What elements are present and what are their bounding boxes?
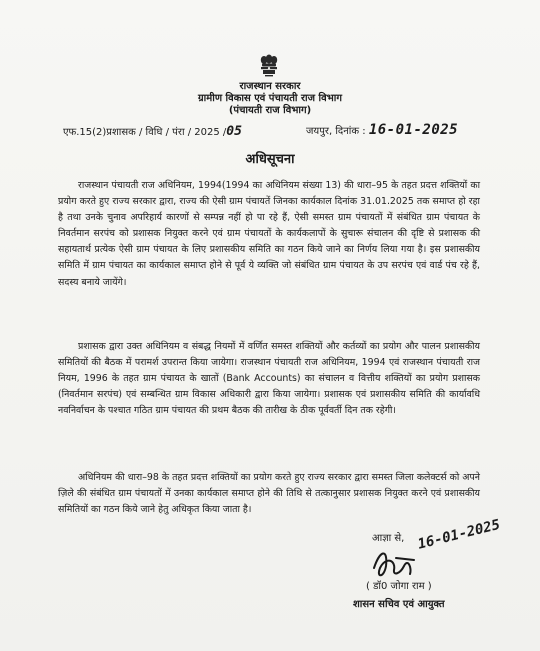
paragraph-1: राजस्थान पंचायती राज अधिनियम, 1994(1994 का अधिनियम संख्या 13) की धारा–95 के तहत प्रदत्त शक्तियों का प्रयोग करते हुए राज्य सरकार द्वारा, राज्य की ऐसी ग्राम पंचायतें जिनका कार्यकाल दिनांक 31.01.2025 तक समाप्त हो रहा है तथा उनके चुनाव अपरिहार्य कारणों से सम्पन्न नहीं हो पा रहे हैं, ऐसी समस्त ग्राम पंचायतों में संबंधित ग्राम पंचायत के निवर्तमान सरपंच को प्रशासक नियुक्त करने एवं ग्राम पंचायतों के कार्यकलापों के सुचारू संचालन की दृष्टि से प्रशासक की सहायतार्थ प्रत्येक ऐसी ग्राम पंचायत के लिए प्रशासकीय समिति का गठन किये जाने का निर्णय लिया गया है। इस प्रशासकीय समिति में ग्राम पंचायत का कार्यकाल समाप्त होने से पूर्व ये व्यक्ति जो संबंधित ग्राम पंचायत के उप सरपंच एवं वार्ड पंच रहे हैं, सदस्य बनाये जायेंगे। bbox=[58, 180, 480, 288]
reference-number-prefix: एफ.15(2)प्रशासक / विधि / पंरा / 2025 / bbox=[63, 127, 227, 138]
signature-date: 16-01-2025 bbox=[416, 516, 502, 553]
state-emblem-icon bbox=[258, 52, 280, 80]
reference-number bbox=[63, 124, 242, 139]
signer-name: ( डॉ0 जोगा राम ) bbox=[366, 581, 432, 592]
government-name: राजस्थान सरकार bbox=[239, 81, 301, 92]
department-name: ग्रामीण विकास एवं पंचायती राज विभाग bbox=[198, 93, 342, 104]
section-name: (पंचायती राज विभाग) bbox=[228, 105, 312, 116]
place-date-label: जयपुर, दिनांक : bbox=[306, 126, 366, 137]
handwritten-date: 16-01-2025 bbox=[368, 122, 459, 138]
order-text: आज्ञा से, bbox=[372, 533, 405, 544]
place-date bbox=[306, 122, 458, 138]
document-title: अधिसूचना bbox=[245, 152, 295, 167]
paragraph-2: प्रशासक द्वारा उक्त अधिनियम व संबद्ध नियमों में वर्णित समस्त शक्तियों और कर्तव्यों का प्रयोग और पालन प्रशासकीय समितियों की बैठक में परामर्श उपरान्त किया जायेगा। राजस्थान पंचायती राज अधिनियम, 1994 एवं राजस्थान पंचायती राज नियम, 1996 के तहत ग्राम पंचायत के खातों (Bank Accounts) का संचालन व वित्तीय शक्तियों का प्रयोग प्रशासक (निवर्तमान सरपंच) एवं सम्बन्धित ग्राम विकास अधिकारी द्वारा किया जायेगा। प्रशासक एवं प्रशासकीय समिति की कार्यावधि नवनिर्वाचन के पश्चात गठित ग्राम पंचायत की प्रथम बैठक की तारीख के ठीक पूर्ववर्ती दिन तक रहेगी। bbox=[58, 341, 480, 417]
signer-designation: शासन सचिव एवं आयुक्त bbox=[353, 599, 445, 610]
reference-number-handwritten: 05 bbox=[226, 124, 242, 139]
paragraph-3: अधिनियम की धारा–98 के तहत प्रदत्त शक्तियों का प्रयोग करते हुए राज्य सरकार द्वारा समस्त जिला कलेक्टर्स को अपने ज़िले की संबंधित ग्राम पंचायतों में उनका कार्यकाल समाप्त होने की तिथि से तत्कानुसार प्रशासक नियुक्त करने एवं प्रशासकीय समितियों का गठन किये जाने हेतु अधिकृत किया जाता है। bbox=[58, 472, 480, 516]
